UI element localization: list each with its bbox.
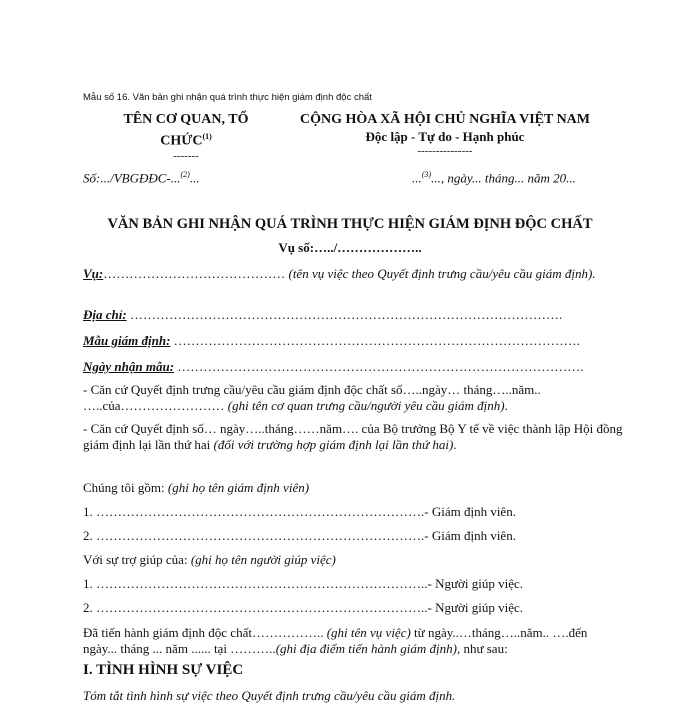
place-date-end: ..., ngày... tháng... năm 20...	[431, 170, 576, 186]
members-intro-note: (ghi họ tên giám định viên)	[167, 480, 310, 495]
proceed-text-2: từ ngày..…tháng…..năm.. ….đến ngày... tháng ... năm ...... tại ………..	[83, 625, 588, 656]
helpers-intro-text: Với sự trợ giúp của:	[83, 552, 191, 567]
national-motto-dash: ---------------	[417, 145, 473, 157]
case-label: Vụ:	[83, 266, 104, 281]
case-dots: ……………………………………	[103, 266, 286, 281]
document-number	[83, 170, 200, 186]
receipt-date-label: Ngày nhận mẫu:	[83, 359, 175, 374]
helper-dots: 2. …………………………………………………………………..	[83, 600, 428, 615]
place-date-start: ...	[412, 170, 422, 186]
proceed-text-3: , như sau:	[456, 641, 508, 656]
address-field	[83, 307, 623, 323]
basis-1-end: .	[504, 398, 508, 413]
member-role: - Giám định viên.	[424, 504, 516, 519]
helpers-intro-note: (ghi họ tên người giúp việc)	[190, 552, 336, 567]
members-intro	[83, 480, 623, 496]
national-title: CỘNG HÒA XÃ HỘI CHỦ NGHĨA VIỆT NAM	[299, 112, 590, 127]
footnote-marker-1: (1)	[202, 132, 212, 141]
sample-dots: ………………………………………………………………………………….	[170, 333, 580, 348]
sample-label: Mẫu giám định:	[83, 333, 171, 348]
proceed-note-2: (ghi địa điểm tiến hành giám định)	[275, 641, 457, 656]
helper-role: - Người giúp việc.	[427, 576, 524, 591]
basis-1-text: - Căn cứ Quyết định trưng cầu/yêu cầu giám định độc chất số…..ngày… tháng…..năm.. …..của……………………	[83, 382, 541, 413]
helper-row	[83, 600, 623, 616]
section-1-title: I. TÌNH HÌNH SỰ VIỆC	[83, 662, 244, 678]
basis-paragraph-2	[83, 421, 623, 453]
basis-2-text: - Căn cứ Quyết định số… ngày…..tháng……năm…. của Bộ trưởng Bộ Y tế về việc thành lập Hội đồng giám định lại lần thứ hai	[83, 421, 623, 452]
organization-name-text: CHỨC	[160, 133, 203, 149]
document-number-end: ...	[189, 170, 200, 186]
address-label: Địa chỉ:	[83, 307, 127, 322]
organization-name-line2	[96, 128, 276, 150]
basis-2-end: .	[453, 437, 457, 452]
document-number-text: Số:.../VBGĐĐC-...	[83, 170, 181, 186]
section-1-subtitle: Tóm tắt tình hình sự việc theo Quyết định trưng cầu/yêu cầu giám định.	[83, 688, 456, 703]
place-date	[412, 170, 576, 186]
receipt-date-field	[83, 359, 623, 375]
proceedings-paragraph	[83, 625, 623, 657]
national-motto-block	[286, 111, 604, 157]
organization-dash: -------	[173, 149, 199, 162]
member-row	[83, 504, 623, 520]
footnote-marker-2: (2)	[180, 170, 190, 179]
helpers-intro	[83, 552, 623, 568]
helper-row	[83, 576, 623, 592]
organization-name-line1: TÊN CƠ QUAN, TỔ	[123, 112, 249, 127]
member-dots: 2. ………………………………………………………………….	[83, 528, 425, 543]
member-row	[83, 528, 623, 544]
basis-1-note: (ghi tên cơ quan trưng cầu/người yêu cầu giám định)	[227, 398, 505, 413]
basis-2-note: (đối với trường hợp giám định lại lần thứ hai)	[213, 437, 454, 452]
member-role: - Giám định viên.	[424, 528, 516, 543]
basis-paragraph-1	[83, 382, 623, 414]
address-dots: ……………………………………………………………………………………….	[126, 307, 563, 322]
members-intro-text: Chúng tôi gồm:	[83, 480, 168, 495]
receipt-date-dots: ………………………………………………………………………………….	[174, 359, 584, 374]
proceed-note-1: (ghi tên vụ việc)	[326, 625, 411, 640]
national-motto: Độc lập - Tự do - Hạnh phúc	[365, 129, 525, 144]
case-number: Vụ số:…../………………..	[278, 240, 422, 255]
footnote-marker-3: (3)	[421, 170, 432, 179]
proceed-text-1: Đã tiến hành giám định độc chất……………..	[83, 625, 327, 640]
organization-block	[96, 111, 276, 162]
member-dots: 1. ………………………………………………………………….	[83, 504, 425, 519]
form-number: Mẫu số 16. Văn bản ghi nhận quá trình thực hiện giám định độc chất	[83, 92, 372, 103]
case-field	[83, 266, 623, 282]
helper-role: - Người giúp việc.	[427, 600, 524, 615]
case-note: (tên vụ việc theo Quyết định trưng cầu/yêu cầu giám định).	[285, 266, 596, 281]
sample-field	[83, 333, 623, 349]
document-title: VĂN BẢN GHI NHẬN QUÁ TRÌNH THỰC HIỆN GIÁM ĐỊNH ĐỘC CHẤT	[107, 216, 593, 232]
helper-dots: 1. …………………………………………………………………..	[83, 576, 428, 591]
